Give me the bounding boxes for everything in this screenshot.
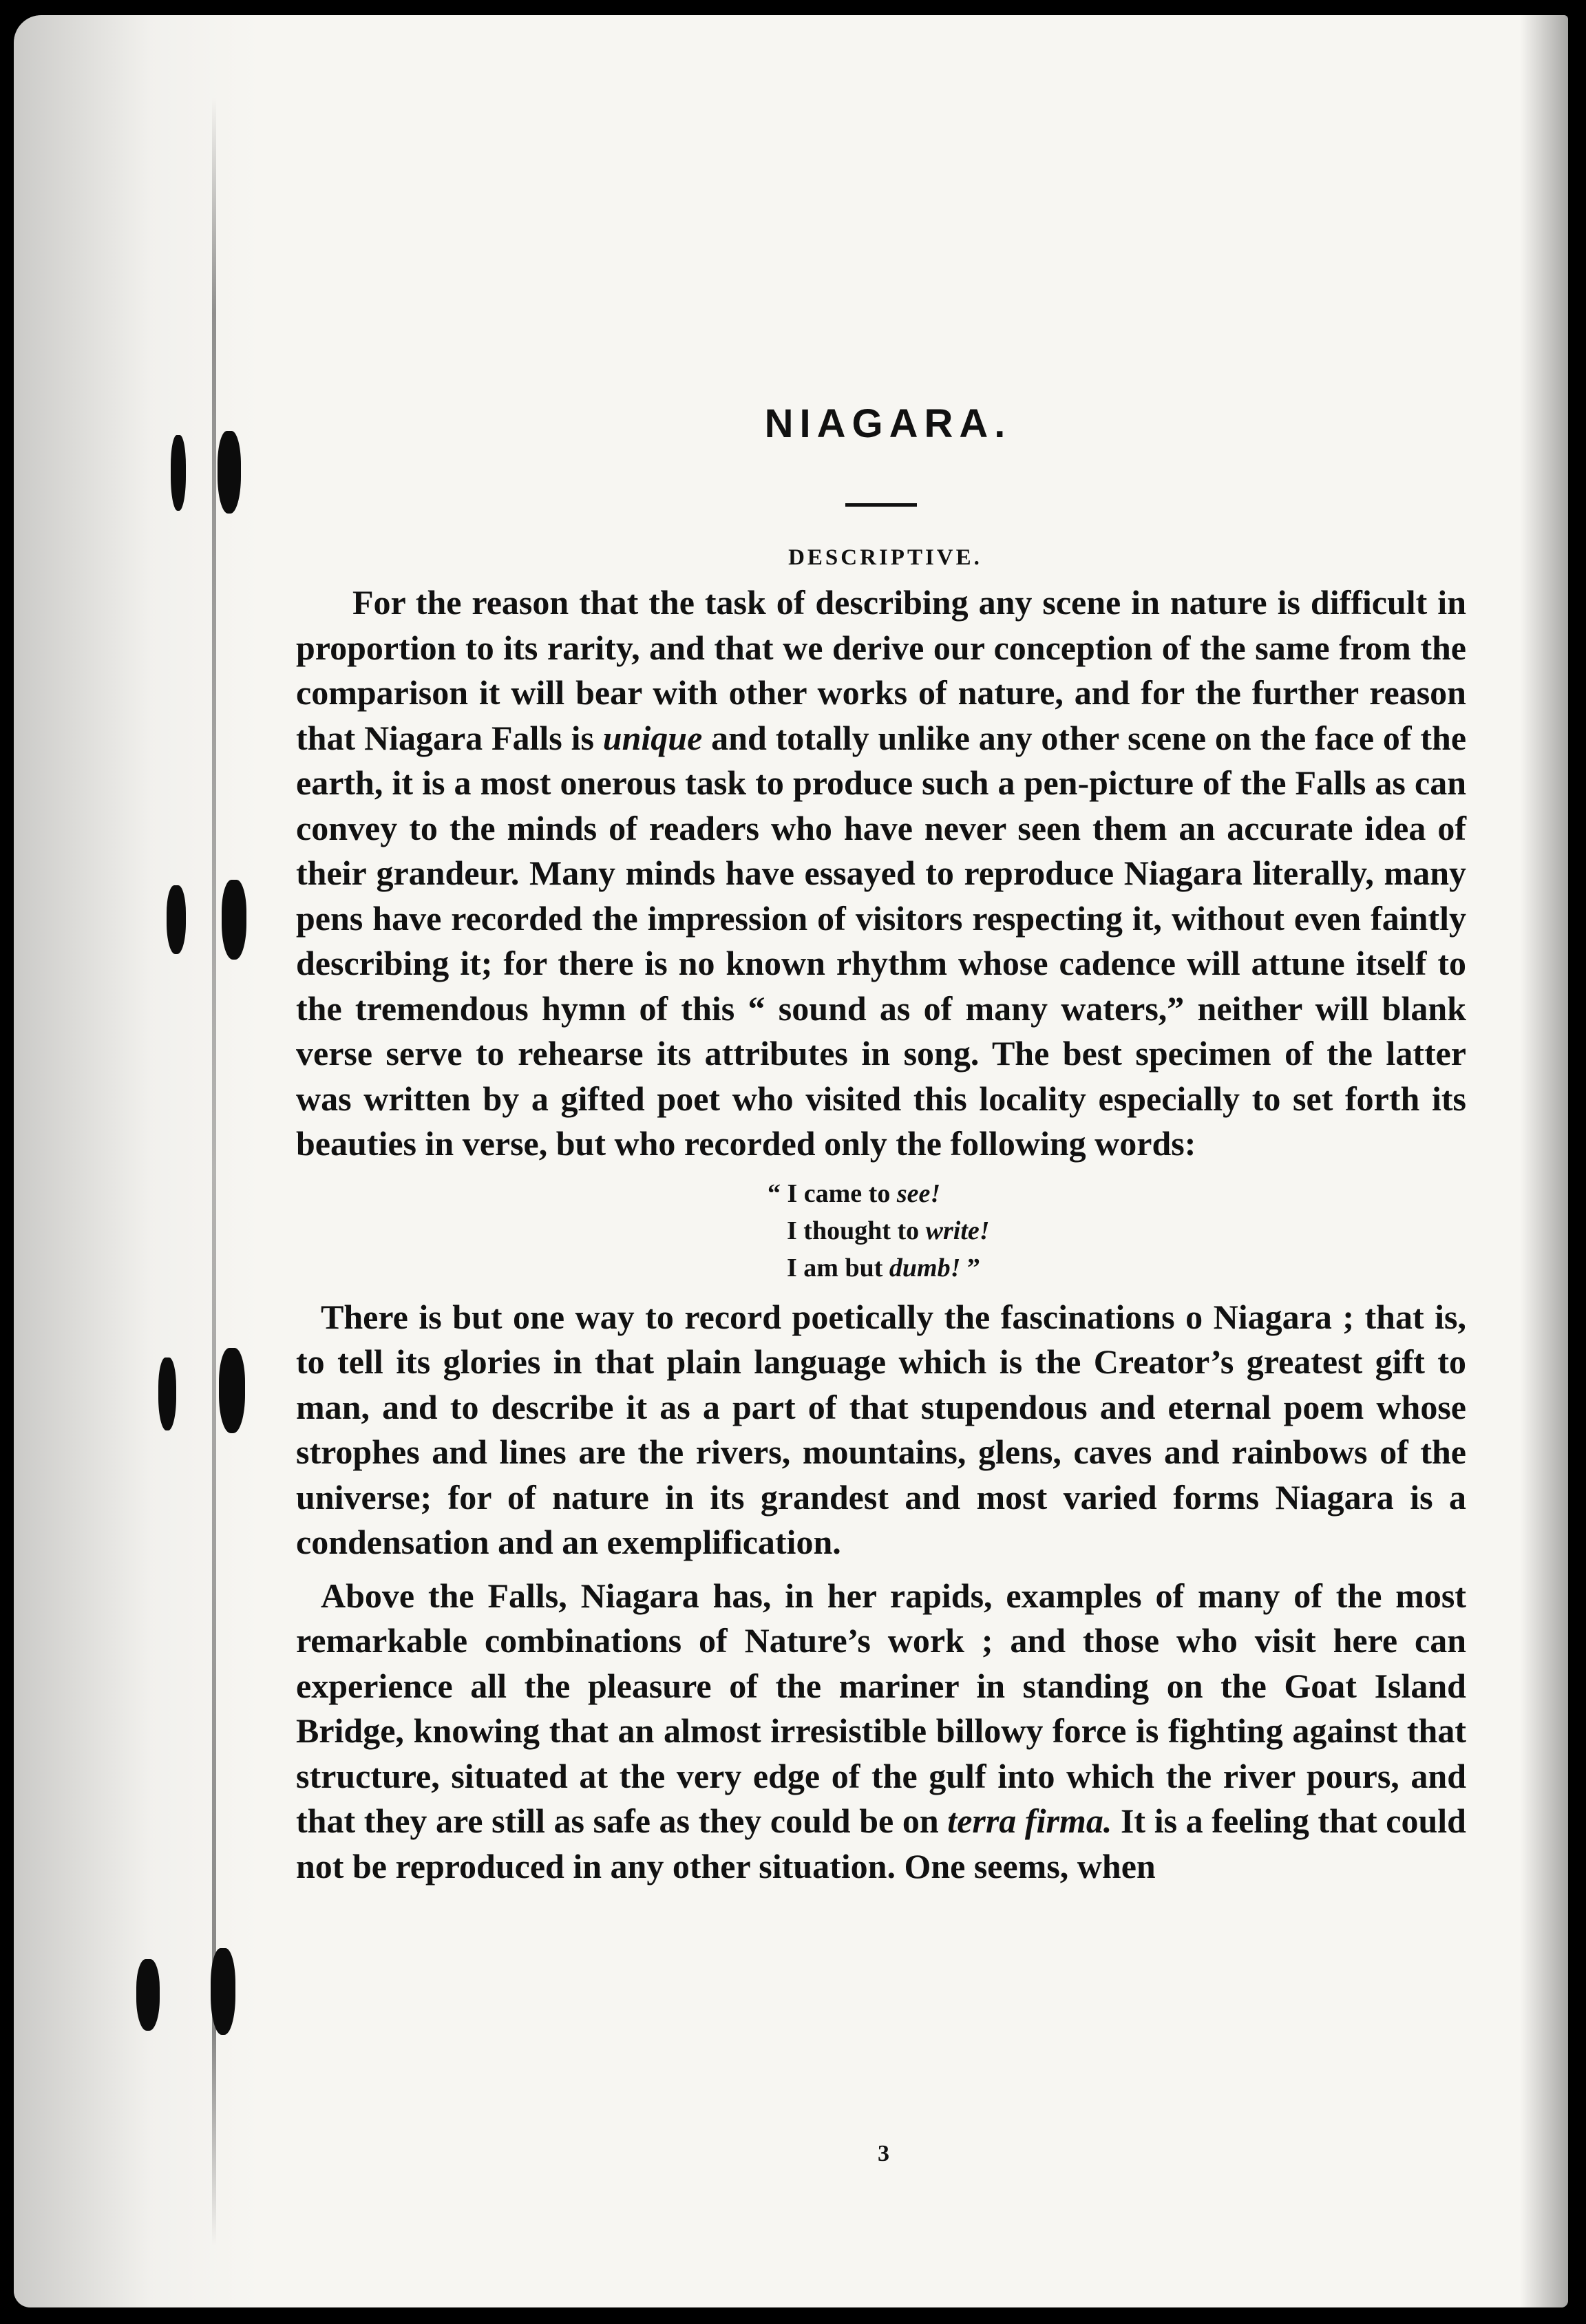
verse-emphasis: dumb! [889, 1253, 961, 1282]
binding-mark [158, 1358, 176, 1430]
paragraph [296, 580, 1466, 1167]
title-rule [845, 503, 917, 507]
binding-mark [211, 1948, 235, 2035]
paragraph-text: Above the Falls, Niagara has, in her rapids, examples of many of the most remarkable combinations of Nature’s work ; and those who visit here can experience all the pleasure of the mariner in standing on the Goat Island Bridge, knowing that an almost irresistible billowy force is fighting against that structure, situated at the very edge of the gulf into which the river pours, and that they are still as safe as they could be on [296, 1576, 1466, 1840]
verse-line [768, 1212, 1466, 1249]
verse-quote [296, 1175, 1466, 1287]
paragraph-text: and totally unlike any other scene on the face of the earth, it is a most onerous task to produce such a pen-picture of the Falls as can convey to the minds of readers who have never seen them an accurate idea of their grandeur. Many minds have essayed to reproduce Niagara literally, many pens have recorded the impression of visitors respecting it, without even faintly describing it; for there is no known rhythm whose cadence will attune itself to the tremendous hymn of this “ sound as of many waters,” neither will blank verse serve to rehearse its attributes in song. The best specimen of the latter was written by a gifted poet who visited this locality especially to set forth its beauties in verse, but who recorded only the following words: [296, 718, 1467, 1163]
gutter-crease [212, 98, 216, 2246]
paragraph [296, 1574, 1466, 1890]
page-edge-shadow [1520, 15, 1568, 2307]
binding-mark [136, 1959, 160, 2031]
binding-mark [222, 880, 246, 960]
paragraph-text: For the reason that the task of describing any scene in nature is difficult in proportion to its rarity, and that we derive our conception of the same from the comparison it will bear with other works of nature, and for the further reason that Niagara Falls is [296, 583, 1466, 757]
scanned-page [14, 15, 1568, 2307]
verse-text: ” [960, 1253, 980, 1282]
verse-text: I am but [787, 1253, 889, 1282]
binding-mark [167, 885, 186, 954]
verse-text: I thought to [787, 1216, 926, 1245]
section-subtitle: DESCRIPTIVE. [788, 545, 982, 570]
verse-line [768, 1175, 1466, 1212]
page-title: NIAGARA. [764, 401, 1012, 446]
emphasis-text: terra firma. [947, 1802, 1112, 1840]
binding-mark [219, 1348, 245, 1433]
page-number: 3 [878, 2141, 889, 2166]
emphasis-text: unique [602, 718, 703, 757]
verse-line [768, 1249, 1466, 1287]
verse-emphasis: see! [896, 1179, 941, 1208]
binding-mark [218, 431, 241, 514]
paragraph: There is but one way to record poetically the fascinations o Niagara ; that is, to tell its glories in that plain language which is the Creator’s greatest gift to man, and to describe it as a part of that stupendous and eternal poem whose strophes and lines are the rivers, mountains, glens, caves and rainbows of the universe; for of nature in its grandest and most varied forms Niagara is a condensation and an exemplification. [296, 1297, 1466, 1561]
page-content [296, 401, 1466, 1889]
verse-emphasis: write! [925, 1216, 990, 1245]
verse-text: “ I came to [768, 1179, 897, 1208]
paragraph-text: It is a feeling that could not be reproduced in any other situation. One seems, when [296, 1802, 1466, 1885]
binding-mark [171, 435, 186, 511]
